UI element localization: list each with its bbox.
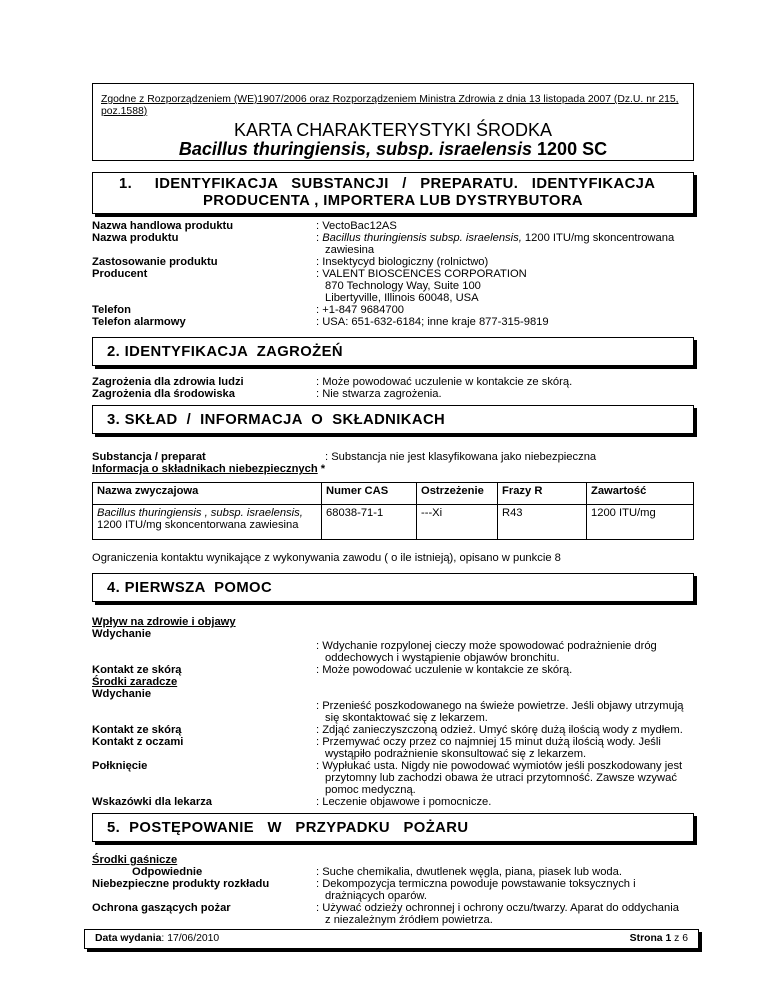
- label-product-use: Zastosowanie produktu: [92, 256, 218, 268]
- value-swallowing-2: przytomny lub zachodzi obawa że utraci przytomność. Zawsze wzywać: [325, 772, 677, 784]
- value-producer-2: 870 Technology Way, Suite 100: [325, 280, 481, 292]
- value-producer-3: Libertyville, Illinois 60048, USA: [325, 292, 479, 304]
- value-product-name-rest: 1200 ITU/mg skoncentrowana: [521, 232, 675, 244]
- health-effects-heading: Wpływ na zdrowie i objawy: [92, 616, 236, 628]
- product-title: [93, 139, 693, 160]
- label-trade-name: Nazwa handlowa produktu: [92, 220, 234, 232]
- value-substance: : Substancja nie jest klasyfikowana jako niebezpieczna: [325, 451, 597, 463]
- occupational-limits-note: Ograniczenia kontaktu wynikające z wykonywania zawodu ( o ile istnieją), opisano w punkcie 8: [92, 552, 561, 564]
- value-suitable-media: : Suche chemikalia, dwutlenek węgla, piana, piasek lub woda.: [316, 866, 622, 878]
- dangerous-components-star: *: [317, 463, 326, 475]
- label-doctor-advice: Wskazówki dla lekarza: [92, 796, 213, 808]
- cell-cas: 68038-71-1: [322, 505, 417, 540]
- product-title-suffix: 1200 SC: [532, 139, 608, 159]
- value-measure-inhalation-2: się skontaktować się z lekarzem.: [325, 712, 488, 724]
- issue-date: [95, 933, 219, 945]
- label-phone: Telefon: [92, 304, 131, 316]
- label-suitable-media: Odpowiednie: [132, 866, 203, 878]
- value-health-hazard: : Może powodować uczulenie w kontakcie ze skórą.: [316, 376, 573, 388]
- value-doctor-advice: : Leczenie objawowe i pomocnicze.: [316, 796, 492, 808]
- product-title-italic: Bacillus thuringiensis, subsp. israelensis: [178, 139, 533, 159]
- label-producer: Producent: [92, 268, 148, 280]
- value-trade-name: : VectoBac12AS: [316, 220, 397, 232]
- section-4-header: [92, 573, 694, 602]
- label-firefighter-protection: Ochrona gaszących pożar: [92, 902, 231, 914]
- label-skin: Kontakt ze skórą: [92, 664, 182, 676]
- th-cas: Numer CAS: [322, 483, 417, 505]
- value-product-name: : Bacillus thuringiensis subsp. israelensis, 1200 ITU/mg skoncentrowana: [316, 232, 675, 244]
- page-word: Strona: [629, 933, 666, 944]
- section-5-header: [92, 813, 694, 842]
- issue-date-value: : 17/06/2010: [161, 933, 220, 944]
- value-measure-eyes-2: wystąpiło podrażnienie skonsultować się z lekarzem.: [325, 748, 587, 760]
- cell-content: 1200 ITU/mg: [587, 505, 694, 540]
- value-firefighter-protection-1: : Używać odzieży ochronnej i ochrony oczu/twarzy. Aparat do oddychania: [316, 902, 679, 914]
- value-product-name-line2: zawiesina: [325, 244, 375, 256]
- section-2-title: 2. IDENTYFIKACJA ZAGROŻEŃ: [107, 344, 343, 360]
- table-row: [93, 505, 694, 540]
- section-4-title: 4. PIERWSZA POMOC: [107, 580, 273, 596]
- issue-date-label: Data wydania: [95, 933, 162, 944]
- label-measure-inhalation: Wdychanie: [92, 688, 152, 700]
- th-common-name: Nazwa zwyczajowa: [93, 483, 322, 505]
- dangerous-components-heading: [92, 463, 325, 476]
- section-2-header: [92, 337, 694, 366]
- value-inhalation-2: oddechowych i wystąpienie objawów bronchitu.: [325, 652, 560, 664]
- label-env-hazard: Zagrożenia dla środowiska: [92, 388, 235, 400]
- value-inhalation-1: : Wdychanie rozpylonej cieczy może spowodować podrażnienie dróg: [316, 640, 657, 652]
- label-decomposition: Niebezpieczne produkty rozkładu: [92, 878, 270, 890]
- section-5-title: 5. POSTĘPOWANIE W PRZYPADKU POŻARU: [107, 820, 469, 836]
- value-firefighter-protection-2: z niezależnym źródłem powietrza.: [325, 914, 493, 926]
- regulation-text: Zgodne z Rozporządzeniem (WE)1907/2006 oraz Rozporządzeniem Ministra Zdrowia z dnia 13 listopada 2007 (Dz.U. nr 215, poz.1588): [101, 94, 679, 117]
- section-3-header: [92, 405, 694, 434]
- th-warning: Ostrzeżenie: [417, 483, 498, 505]
- label-health-hazard: Zagrożenia dla zdrowia ludzi: [92, 376, 244, 388]
- components-table: [92, 482, 694, 540]
- header-box: [92, 83, 694, 161]
- cell-common-name: [93, 505, 322, 540]
- extinguishing-heading: Środki gaśnicze: [92, 854, 178, 866]
- label-emergency-phone: Telefon alarmowy: [92, 316, 186, 328]
- cell-r-phrases: R43: [498, 505, 587, 540]
- th-r-phrases: Frazy R: [498, 483, 587, 505]
- value-measure-skin: : Zdjąć zanieczyszczoną odzież. Umyć skórę dużą ilością wody z mydłem.: [316, 724, 683, 736]
- value-product-name-italic: Bacillus thuringiensis subsp. israelensis,: [322, 232, 522, 244]
- footer-box: [84, 929, 699, 949]
- section-3-title: 3. SKŁAD / INFORMACJA O SKŁADNIKACH: [107, 412, 446, 428]
- label-inhalation: Wdychanie: [92, 628, 152, 640]
- measures-heading: Środki zaradcze: [92, 676, 178, 688]
- cell-warning: ---Xi: [417, 505, 498, 540]
- dangerous-components-label: Informacja o składnikach niebezpiecznych: [92, 463, 318, 475]
- value-measure-inhalation-1: : Przenieść poszkodowanego na świeże powietrze. Jeśli objawy utrzymują: [316, 700, 684, 712]
- value-swallowing-1: : Wypłukać usta. Nigdy nie powodować wymiotów jeśli poszkodowany jest: [316, 760, 683, 772]
- page-total: z 6: [671, 933, 688, 944]
- value-producer-1: : VALENT BIOSCENCES CORPORATION: [316, 268, 527, 280]
- value-decomposition-1: : Dekompozycja termiczna powoduje powstawanie toksycznych i: [316, 878, 636, 890]
- value-product-use: : Insektycyd biologiczny (rolnictwo): [316, 256, 489, 268]
- page-current: 1: [665, 933, 672, 944]
- value-env-hazard: : Nie stwarza zagrożenia.: [316, 388, 442, 400]
- label-substance: Substancja / preparat: [92, 451, 206, 463]
- value-measure-eyes-1: : Przemywać oczy przez co najmniej 15 minut dużą ilością wody. Jeśli: [316, 736, 661, 748]
- page-number: [630, 933, 688, 945]
- value-phone: : +1-847 9684700: [316, 304, 405, 316]
- section-1-title-line1: 1. IDENTYFIKACJA SUBSTANCJI / PREPARATU. IDENTYFIKACJA: [119, 176, 656, 192]
- label-swallowing: Połknięcie: [92, 760, 148, 772]
- cell-common-name-line2: 1200 ITU/mg skoncentorwana zawiesina: [97, 519, 299, 531]
- section-1-header: [92, 172, 694, 214]
- th-content: Zawartość: [587, 483, 694, 505]
- value-swallowing-3: pomoc medyczną.: [325, 784, 416, 796]
- section-1-title-line2: PRODUCENTA , IMPORTERA LUB DYSTRYBUTORA: [202, 193, 584, 209]
- value-decomposition-2: drażniących oparów.: [325, 890, 427, 902]
- label-measure-eyes: Kontakt z oczami: [92, 736, 184, 748]
- cell-common-name-italic: Bacillus thuringiensis , subsp. israelensis,: [97, 507, 303, 519]
- table-header-row: [93, 483, 694, 505]
- label-measure-skin: Kontakt ze skórą: [92, 724, 182, 736]
- value-skin: : Może powodować uczulenie w kontakcie ze skórą.: [316, 664, 573, 676]
- document-title: KARTA CHARAKTERYSTYKI ŚRODKA: [233, 120, 553, 140]
- label-product-name: Nazwa produktu: [92, 232, 179, 244]
- value-emergency-phone: : USA: 651-632-6184; inne kraje 877-315-9819: [316, 316, 549, 328]
